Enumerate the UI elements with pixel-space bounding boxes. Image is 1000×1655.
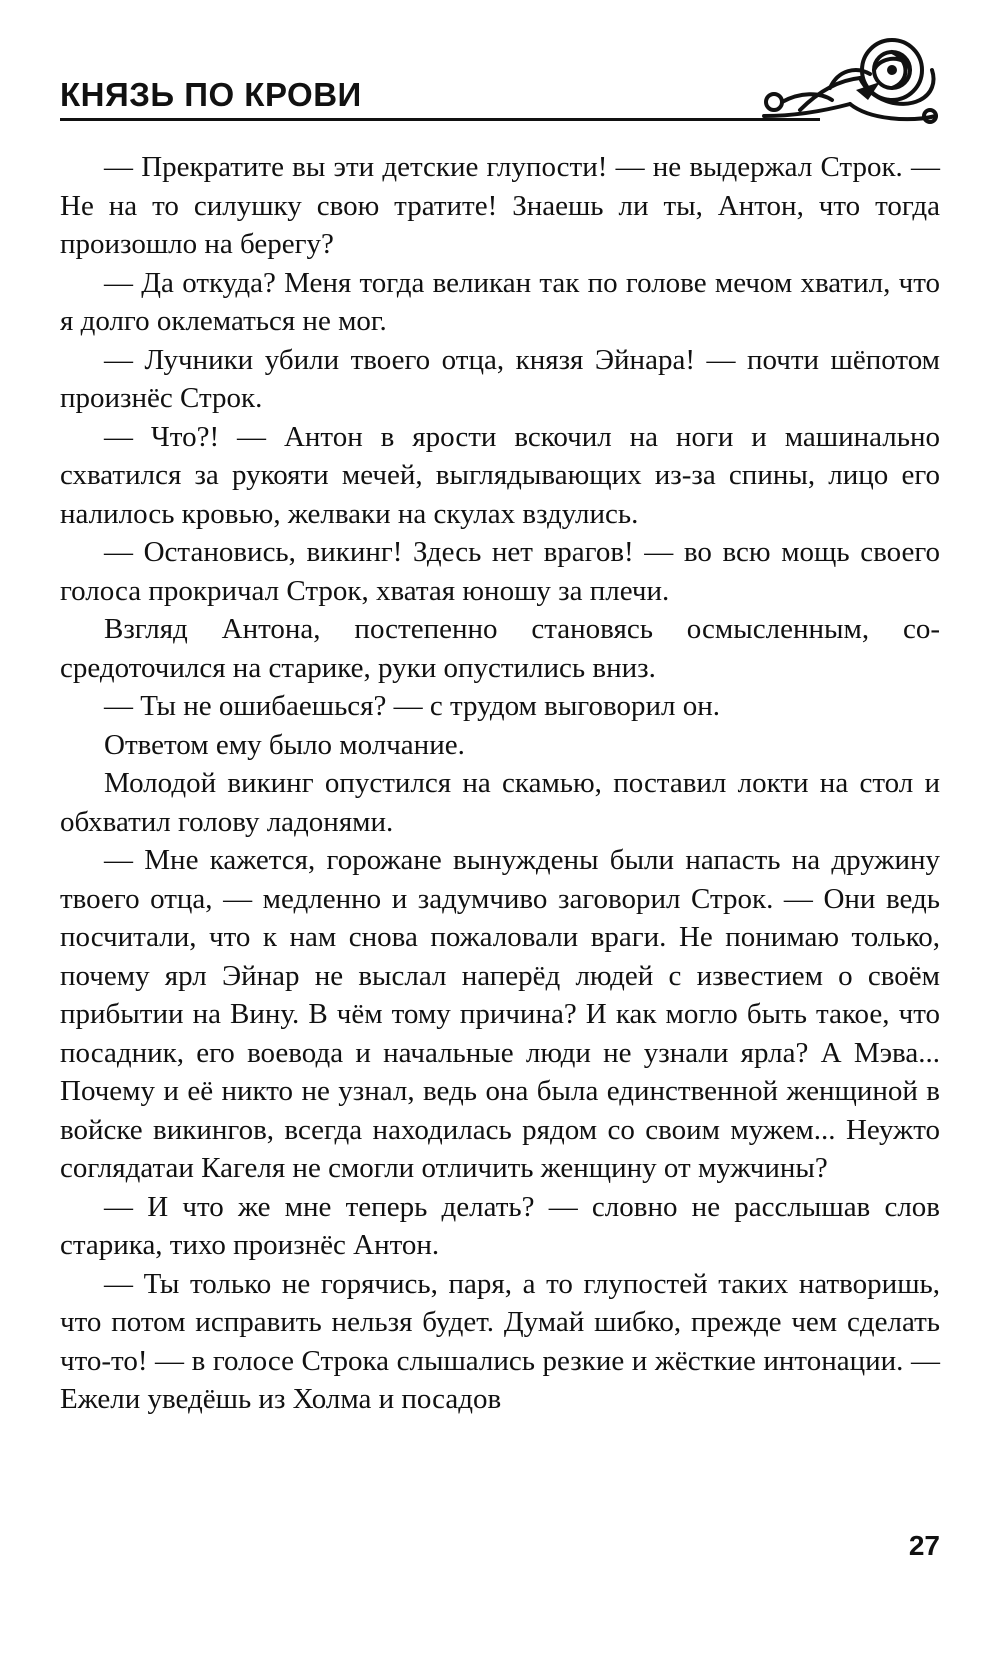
paragraph: — Что?! — Антон в ярости вскочил на ноги и машинально схватился за рукояти мечей, выглядывающих из-за спины, лицо его налилось кровью, желваки на скулах вздулись. [60, 420, 940, 530]
paragraph: — Прекратите вы эти детские глупости! — не выдержал Строк. — Не на то силушку свою тратите! Знаешь ли ты, Антон, что тогда произошло на берегу? [60, 151, 940, 260]
celtic-knot-ornament-icon [760, 30, 940, 130]
paragraph: — Ты не ошибаешься? — с трудом выговорил он. [104, 690, 720, 722]
paragraph: — Остановись, викинг! Здесь нет врагов! — во всю мощь своего голоса прокричал Строк, хватая юношу за плечи. [60, 536, 940, 607]
paragraph: Ответом ему было молчание. [104, 728, 465, 761]
header-rule [60, 118, 820, 121]
paragraph: — Лучники убили твоего отца, князя Эйнара! — почти шёпотом произнёс Строк. [60, 343, 940, 414]
page-header [60, 30, 940, 130]
paragraph: Взгляд Антона, постепенно становясь осмысленным, сосредоточился на старике, руки опустились вниз. [60, 613, 940, 684]
paragraph: Молодой викинг опустился на скамью, поставил локти на стол и обхватил голову ладонями. [60, 767, 940, 838]
paragraph: — Да откуда? Меня тогда великан так по голове мечом хватил, что я долго оклематься не мог. [60, 266, 940, 337]
paragraph: — И что же мне теперь делать? — словно не расслышав слов старика, тихо произнёс Антон. [60, 1190, 940, 1261]
body-text [60, 148, 940, 1419]
page-number: 27 [908, 1530, 940, 1561]
running-title: КНЯЗЬ ПО КРОВИ [60, 76, 362, 113]
paragraph: — Мне кажется, горожане вынуждены были напасть на дружину твоего отца, — медленно и задумчиво заговорил Строк. — Они ведь посчитали, что к нам снова пожаловали враги. Не понимаю только, почему ярл Эйнар не выслал наперёд людей с известием о своём прибытии на Вину. В чём тому причина? И как могло быть такое, что посадник, его воевода и начальные люди не узнали ярла? А Мэва... Почему и её никто не узнал, ведь она была единственной женщиной в войске викингов, всегда находилась рядом со своим мужем... Неужто соглядатаи Кагеля не смогли отличить женщину от мужчины? [60, 844, 940, 1184]
paragraph: — Ты только не горячись, паря, а то глупостей таких натворишь, что потом исправить нельзя будет. Думай шибко, прежде чем сделать что-то! — в голосе Строка слышались резкие и жёсткие интонации. — Ежели уведёшь из Холма и посадов [60, 1267, 940, 1415]
